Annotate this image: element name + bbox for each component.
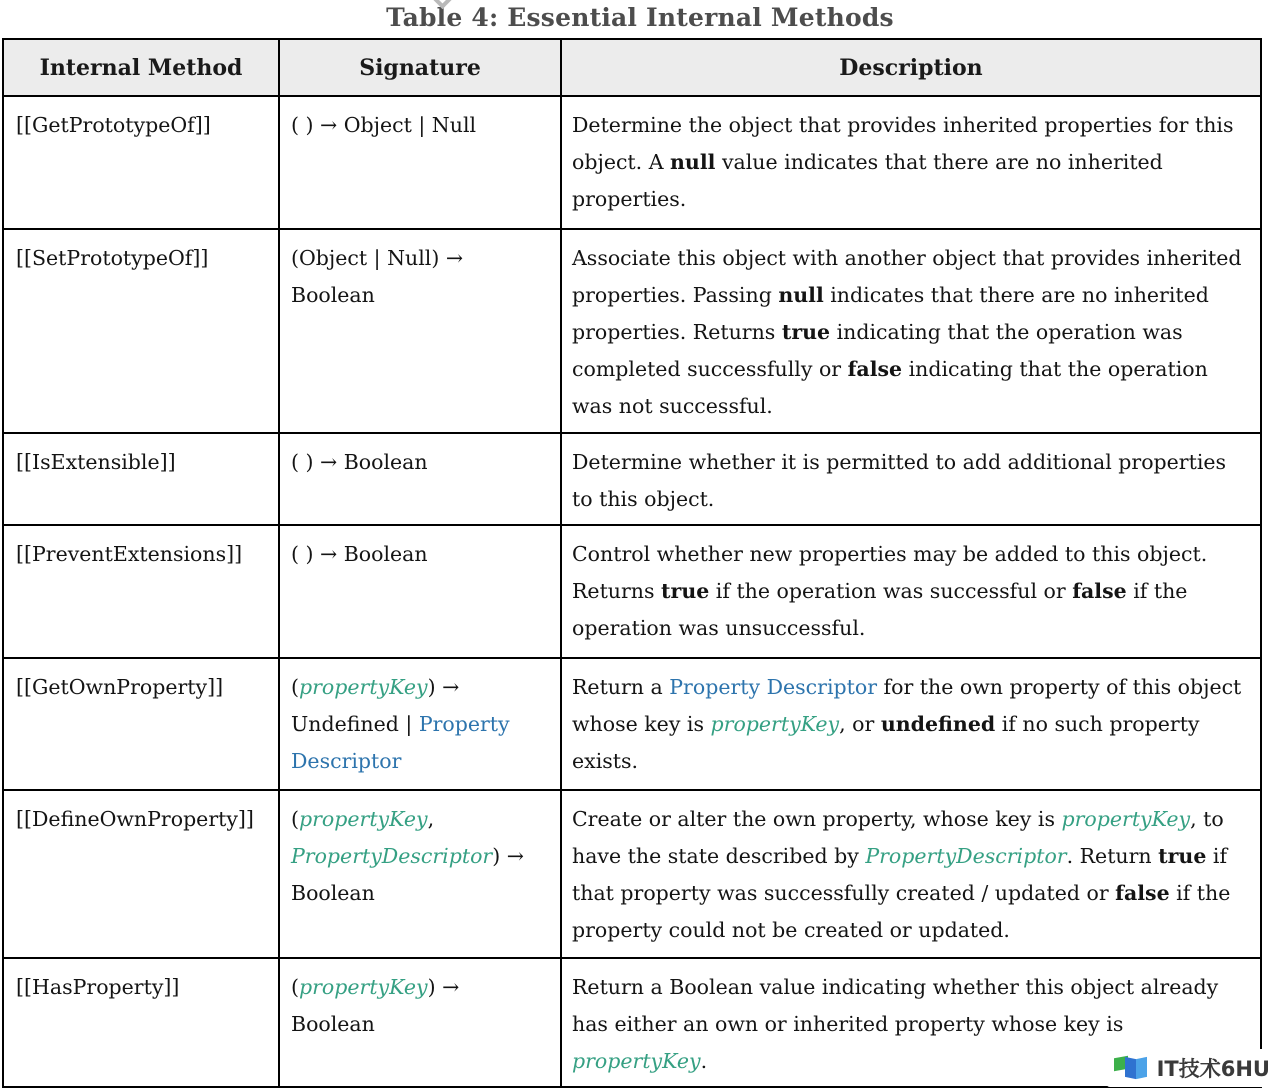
description-cell: Return a Boolean value indicating whether this object already has either an own or inherited property whose key is propertyKey.: [561, 958, 1261, 1087]
signature-cell: (Object | Null) → Boolean: [279, 229, 561, 433]
table-row: [3, 433, 1261, 525]
table-row: [3, 525, 1261, 658]
table-caption: [0, 0, 1280, 32]
header-description: Description: [561, 39, 1261, 96]
method-cell: [[DefineOwnProperty]]: [3, 790, 279, 958]
method-cell: [[IsExtensible]]: [3, 433, 279, 525]
table-row: [3, 229, 1261, 433]
header-internal-method: Internal Method: [3, 39, 279, 96]
header-signature: Signature: [279, 39, 561, 96]
parameter-token: propertyKey: [572, 1049, 701, 1073]
parameter-token: PropertyDescriptor: [865, 844, 1067, 868]
page-title: Table 4: Essential Internal Methods: [386, 3, 894, 32]
table-body: [3, 96, 1261, 1087]
method-cell: [[GetPrototypeOf]]: [3, 96, 279, 229]
parameter-token: propertyKey: [299, 807, 428, 831]
signature-cell: ( ) → Boolean: [279, 433, 561, 525]
property-descriptor-link[interactable]: Property Descriptor: [669, 675, 878, 699]
method-cell: [[SetPrototypeOf]]: [3, 229, 279, 433]
method-cell: [[PreventExtensions]]: [3, 525, 279, 658]
description-cell: Associate this object with another object that provides inherited properties. Passing null indicates that there are no inherited properties. Returns true indicating that the operation was completed successfully or false indicating that the operation was not successful.: [561, 229, 1261, 433]
description-cell: Determine whether it is permitted to add additional properties to this object.: [561, 433, 1261, 525]
signature-cell: (propertyKey) → Undefined | Property Descriptor: [279, 658, 561, 790]
parameter-token: propertyKey: [1061, 807, 1191, 831]
description-cell: Control whether new properties may be added to this object. Returns true if the operation was successful or false if the operation was unsuccessful.: [561, 525, 1261, 658]
table-row: [3, 658, 1261, 790]
signature-cell: ( ) → Object | Null: [279, 96, 561, 229]
parameter-token: propertyKey: [710, 712, 840, 736]
parameter-token: propertyKey: [299, 675, 428, 699]
method-cell: [[HasProperty]]: [3, 958, 279, 1087]
internal-methods-table: [2, 38, 1262, 1088]
signature-cell: (propertyKey) → Boolean: [279, 958, 561, 1087]
watermark-text: IT技术6HU: [1156, 1057, 1270, 1081]
parameter-token: propertyKey: [299, 975, 428, 999]
table-row: [3, 958, 1261, 1087]
table-row: [3, 790, 1261, 958]
watermark: [1106, 1049, 1276, 1087]
method-cell: [[GetOwnProperty]]: [3, 658, 279, 790]
property-descriptor-link[interactable]: Property Descriptor: [291, 712, 510, 773]
description-cell: Determine the object that provides inherited properties for this object. A null value indicates that there are no inherited properties.: [561, 96, 1261, 229]
table-header: [3, 39, 1261, 96]
parameter-token: PropertyDescriptor: [291, 844, 493, 868]
description-cell: Create or alter the own property, whose key is propertyKey, to have the state described by PropertyDescriptor. Return true if that property was successfully created / updated or false if the property could not be created or updated.: [561, 790, 1261, 958]
description-cell: Return a Property Descriptor for the own property of this object whose key is propertyKey, or undefined if no such property exists.: [561, 658, 1261, 790]
signature-cell: ( ) → Boolean: [279, 525, 561, 658]
table-row: [3, 96, 1261, 229]
header-row: [3, 39, 1261, 96]
signature-cell: (propertyKey, PropertyDescriptor) → Boolean: [279, 790, 561, 958]
site-logo-icon: [1114, 1054, 1150, 1082]
